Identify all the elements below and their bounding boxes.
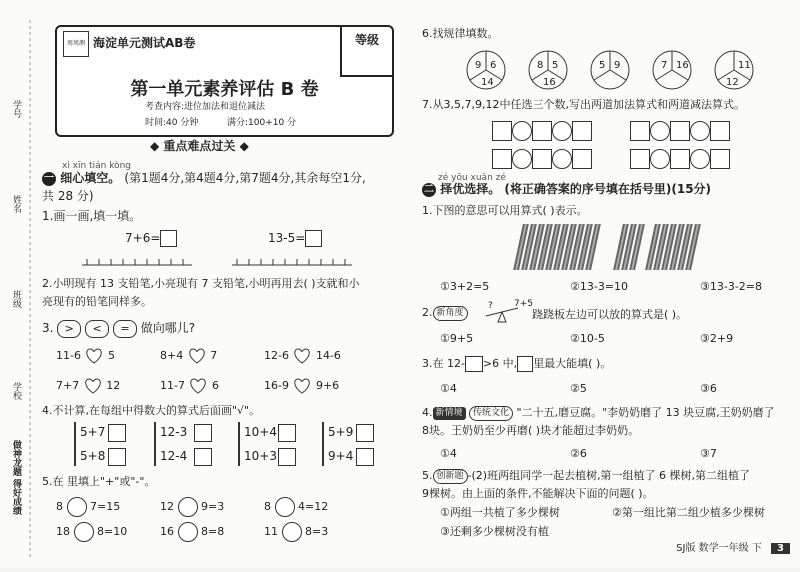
q5-item bbox=[264, 497, 328, 517]
s2q2-option-1[interactable]: ①9+5 bbox=[440, 332, 474, 345]
group-bracket bbox=[322, 422, 324, 466]
q7-box[interactable] bbox=[492, 149, 512, 169]
q7-box[interactable] bbox=[572, 121, 592, 141]
banner-diamond-icon: ◆ bbox=[235, 139, 249, 153]
number-wheel[interactable] bbox=[529, 51, 567, 89]
tag-new-angle: 新角度 bbox=[433, 306, 468, 321]
q7-op-circle[interactable] bbox=[690, 149, 710, 169]
q4-group-1 bbox=[74, 422, 166, 466]
q4-check-box[interactable] bbox=[108, 424, 126, 442]
q7-op-circle[interactable] bbox=[650, 121, 670, 141]
q5-text: 5.在 里填上"+"或"-"。 bbox=[42, 475, 156, 488]
side-binding bbox=[0, 0, 34, 568]
q3-right: 12 bbox=[106, 379, 121, 392]
s2q5-line2: 9棵树。由上面的条件,不能解决下面的问题( )。 bbox=[422, 487, 654, 500]
header-card bbox=[55, 25, 394, 137]
q5-item bbox=[56, 497, 120, 517]
q3-right: 14-6 bbox=[315, 349, 341, 362]
q3-item bbox=[56, 378, 120, 394]
q4-check-box[interactable] bbox=[194, 448, 212, 466]
q1-expr1 bbox=[125, 230, 177, 247]
s2q5-line1: 5. 创新题 -(2)班两组同学一起去植树,第一组植了 6 棵树,第二组植了 bbox=[422, 469, 751, 482]
heart-answer-icon[interactable] bbox=[292, 378, 312, 394]
tag-new-scenario: 新情境 bbox=[433, 407, 466, 420]
s2q4-line1: 4. 新情境 传统文化 "二十五,磨豆腐。"李奶奶磨了 13 块豆腐,王奶奶磨了 bbox=[422, 406, 775, 419]
q1-expr2 bbox=[268, 230, 322, 247]
s2q3-option-3[interactable]: ③6 bbox=[700, 382, 717, 395]
page-title: 第一单元素养评估 B 卷 bbox=[130, 79, 319, 100]
s2q1-option-1[interactable]: ①3+2=5 bbox=[440, 280, 490, 293]
left-page bbox=[0, 0, 400, 568]
q7-box[interactable] bbox=[532, 121, 552, 141]
side-label-class: 班级 bbox=[11, 290, 21, 308]
section-banner-text: 重点难点过关 bbox=[163, 139, 236, 153]
q4-group-2 bbox=[154, 422, 246, 466]
q5-left: 8 bbox=[264, 500, 271, 513]
q5-operator-circle[interactable] bbox=[67, 497, 87, 517]
q1-expr2-text: 13-5= bbox=[268, 231, 306, 245]
s2q1-option-3[interactable]: ③13-3-2=8 bbox=[700, 280, 763, 293]
s2q1-option-2[interactable]: ②13-3=10 bbox=[570, 280, 629, 293]
footer-edition: SJ版 bbox=[676, 543, 696, 554]
q5-right: 9=3 bbox=[201, 500, 225, 513]
q3-item bbox=[264, 348, 341, 364]
s2q4-option-2[interactable]: ②6 bbox=[570, 447, 587, 460]
q5-right: 8=10 bbox=[97, 525, 128, 538]
q4-expr: 5+9 bbox=[328, 425, 354, 439]
s2q3-text-part3: 里最大能填( )。 bbox=[533, 357, 612, 370]
banner-diamond-icon: ◆ bbox=[150, 139, 164, 153]
q4-text: 4.不计算,在每组中得数大的算式后面画"√"。 bbox=[42, 404, 261, 417]
wheel-number: 16 bbox=[676, 60, 689, 71]
q7-equation-4 bbox=[630, 148, 730, 169]
q4-check-box[interactable] bbox=[278, 424, 296, 442]
section-banner bbox=[150, 138, 249, 154]
q7-op-circle[interactable] bbox=[552, 121, 572, 141]
q4-expr: 12-4 bbox=[160, 449, 188, 463]
q7-op-circle[interactable] bbox=[650, 149, 670, 169]
group-bracket bbox=[74, 422, 76, 466]
q4-expr: 5+8 bbox=[80, 449, 106, 463]
number-wheel[interactable] bbox=[591, 51, 629, 89]
s2q2-row: 2. 新角度 bbox=[422, 305, 468, 321]
q7-equation-3 bbox=[492, 148, 592, 169]
section2-title: 择优选择。 bbox=[440, 182, 501, 196]
q5-left: 18 bbox=[56, 525, 70, 538]
q3-right: 9+6 bbox=[315, 379, 340, 392]
q7-box[interactable] bbox=[710, 149, 730, 169]
section1-title: 细心填空。 bbox=[60, 171, 121, 185]
q1-answer-box-2[interactable] bbox=[305, 230, 322, 247]
page-footer bbox=[676, 539, 790, 554]
wheel-number: 5 bbox=[599, 60, 606, 71]
sign-eq-bubble: = bbox=[113, 320, 137, 338]
q3-left: 16-9 bbox=[264, 379, 289, 392]
heart-answer-icon[interactable] bbox=[292, 348, 312, 364]
q7-box[interactable] bbox=[710, 121, 730, 141]
page-number: 3 bbox=[771, 543, 790, 554]
q4-check-box[interactable] bbox=[194, 424, 212, 442]
section1-heading bbox=[42, 170, 366, 186]
q4-check-box[interactable] bbox=[278, 448, 296, 466]
s2q4-option-1[interactable]: ①4 bbox=[440, 447, 457, 460]
q7-box[interactable] bbox=[630, 149, 650, 169]
wheel-number: 5 bbox=[552, 60, 559, 71]
s2q5-line1-text: -(2)班两组同学一起去植树,第一组植了 6 棵树,第二组植了 bbox=[467, 469, 751, 482]
number-line-2 bbox=[232, 255, 352, 269]
s2q3-text-part2: >6 中, bbox=[482, 357, 518, 370]
q5-left: 8 bbox=[56, 500, 63, 513]
q3-left: 7+7 bbox=[56, 379, 80, 392]
heart-answer-icon[interactable] bbox=[83, 378, 103, 394]
q3-item bbox=[160, 378, 219, 394]
q7-box[interactable] bbox=[630, 121, 650, 141]
s2q3-box-ref bbox=[517, 356, 533, 372]
pencil-bundle-1 bbox=[518, 224, 598, 274]
q4-check-box[interactable] bbox=[356, 424, 374, 442]
q7-box[interactable] bbox=[572, 149, 592, 169]
q7-op-circle[interactable] bbox=[552, 149, 572, 169]
q1-text: 1.画一画,填一填。 bbox=[42, 209, 142, 223]
s2q3-option-1[interactable]: ①4 bbox=[440, 382, 457, 395]
q3-left: 8+4 bbox=[160, 349, 184, 362]
sign-lt-bubble: < bbox=[85, 320, 109, 338]
q5-right: 7=15 bbox=[90, 500, 121, 513]
brand-title: 海淀单元测试AB卷 bbox=[93, 36, 196, 50]
group-bracket bbox=[154, 422, 156, 466]
q5-item bbox=[56, 522, 127, 542]
q2-line1: 2.小明现有 13 支铅笔,小亮现有 7 支铅笔,小明再用去( )支就和小 bbox=[42, 277, 360, 290]
q3-right: 7 bbox=[210, 349, 218, 362]
q4-expr: 9+4 bbox=[328, 449, 354, 463]
s2q5-option-3[interactable]: ③还剩多少棵树没有植 bbox=[440, 525, 549, 538]
section1-badge: 一 bbox=[44, 172, 54, 184]
footer-term: 下 bbox=[751, 543, 762, 554]
side-label-school: 学校 bbox=[11, 382, 21, 400]
q3-text: 做向哪儿? bbox=[140, 321, 196, 335]
grade-label: 等级 bbox=[354, 33, 379, 47]
q4-expr: 10+4 bbox=[244, 425, 277, 439]
topics-line: 考查内容:进位加法和退位减法 bbox=[145, 102, 266, 112]
s2q3-option-2[interactable]: ②5 bbox=[570, 382, 587, 395]
q3-right: 5 bbox=[107, 349, 115, 362]
s2q4-line2: 8块。王奶奶至少再磨( )块才能超过李奶奶。 bbox=[422, 424, 640, 437]
section2-heading bbox=[422, 181, 711, 197]
q7-box[interactable] bbox=[670, 121, 690, 141]
q5-operator-circle[interactable] bbox=[74, 522, 94, 542]
q3-header bbox=[42, 320, 195, 338]
q5-left: 16 bbox=[160, 525, 174, 538]
s2q2-option-2[interactable]: ②10-5 bbox=[570, 332, 605, 345]
s2q2-text: 跷跷板左边可以放的算式是( )。 bbox=[532, 308, 688, 321]
q7-box[interactable] bbox=[492, 121, 512, 141]
q3-left: 11-7 bbox=[160, 379, 185, 392]
s2q2-option-3[interactable]: ③2+9 bbox=[700, 332, 734, 345]
wheel-number: 7 bbox=[661, 60, 668, 71]
q4-group-3 bbox=[238, 422, 330, 466]
pencil-bundle-2 bbox=[650, 224, 698, 274]
q5-right: 4=12 bbox=[298, 500, 329, 513]
q3-item bbox=[264, 378, 339, 394]
q2-line2: 亮现有的铅笔同样多。 bbox=[42, 295, 152, 308]
q4-expr: 5+7 bbox=[80, 425, 106, 439]
q7-box[interactable] bbox=[532, 149, 552, 169]
number-wheel[interactable] bbox=[715, 51, 753, 89]
group-bracket bbox=[238, 422, 240, 466]
q3-left: 11-6 bbox=[56, 349, 81, 362]
q4-check-box[interactable] bbox=[108, 448, 126, 466]
q5-right: 8=3 bbox=[305, 525, 329, 538]
q5-operator-circle[interactable] bbox=[275, 497, 295, 517]
heart-answer-icon[interactable] bbox=[84, 348, 104, 364]
heart-answer-icon[interactable] bbox=[188, 378, 208, 394]
q3-item bbox=[56, 348, 115, 364]
wheel-number: 12 bbox=[726, 77, 739, 88]
q7-text: 7.从3,5,7,9,12中任选三个数,写出两道加法算式和两道减法算式。 bbox=[422, 98, 745, 111]
q7-op-circle[interactable] bbox=[690, 121, 710, 141]
s2q3-text bbox=[422, 356, 611, 372]
heart-answer-icon[interactable] bbox=[187, 348, 207, 364]
wheel-number: 6 bbox=[490, 60, 497, 71]
wheel-number: 16 bbox=[543, 77, 556, 88]
q1-expr1-text: 7+6= bbox=[125, 231, 161, 245]
q7-op-circle[interactable] bbox=[512, 121, 532, 141]
score-line: 满分:100+10 分 bbox=[227, 118, 297, 128]
q5-operator-circle[interactable] bbox=[178, 522, 198, 542]
q5-operator-circle[interactable] bbox=[178, 497, 198, 517]
q4-check-box[interactable] bbox=[356, 448, 374, 466]
svg-text:?: ? bbox=[488, 301, 493, 311]
number-line-1 bbox=[82, 255, 192, 269]
section1-note: (第1题4分,第4题4分,第7题4分,其余每空1分, bbox=[124, 171, 366, 185]
pencil-loose bbox=[618, 224, 642, 274]
q3-item bbox=[160, 348, 217, 364]
wheel-number: 9 bbox=[614, 60, 621, 71]
q6-text: 6.找规律填数。 bbox=[422, 27, 499, 40]
section1-pinyin: xì xīn tián kòng bbox=[62, 161, 132, 171]
s2q4-option-3[interactable]: ③7 bbox=[700, 447, 717, 460]
s2q5-option-1[interactable]: ①两组一共植了多少棵树 bbox=[440, 506, 560, 519]
number-wheel[interactable] bbox=[467, 51, 505, 89]
section2-badge: 二 bbox=[424, 183, 434, 195]
wheel-number: 11 bbox=[738, 60, 751, 71]
q3-left: 12-6 bbox=[264, 349, 289, 362]
q5-item bbox=[160, 497, 224, 517]
q7-equation-2 bbox=[630, 120, 730, 141]
wheel-number: 8 bbox=[537, 60, 544, 71]
q4-expr: 12-3 bbox=[160, 425, 188, 439]
s2q3-text-part1: 3.在 12- bbox=[422, 357, 465, 370]
q7-op-circle[interactable] bbox=[512, 149, 532, 169]
q5-item bbox=[160, 522, 224, 542]
q3-right: 6 bbox=[211, 379, 219, 392]
tag-traditional-culture: 传统文化 bbox=[469, 406, 513, 421]
q5-item bbox=[264, 522, 328, 542]
q6-wheels bbox=[466, 50, 786, 94]
tag-innovation: 创新题 bbox=[433, 469, 468, 484]
publisher-logo: 周周测 bbox=[63, 31, 89, 57]
number-wheel[interactable] bbox=[653, 51, 691, 89]
q3-label: 3. bbox=[42, 321, 54, 335]
q1-answer-box-1[interactable] bbox=[160, 230, 177, 247]
q7-box[interactable] bbox=[670, 149, 690, 169]
footer-subject: 数学一年级 bbox=[698, 543, 749, 554]
q5-left: 11 bbox=[264, 525, 278, 538]
sign-gt-bubble: > bbox=[57, 320, 81, 338]
right-page bbox=[400, 0, 800, 568]
q5-right: 8=8 bbox=[201, 525, 225, 538]
s2q3-box[interactable] bbox=[465, 356, 483, 372]
section1-note-cont: 共 28 分) bbox=[42, 189, 94, 203]
q7-equation-1 bbox=[492, 120, 592, 141]
s2q5-option-2[interactable]: ②第一组比第二组少植多少棵树 bbox=[612, 506, 765, 519]
s2q1-text: 1.下图的意思可以用算式( )表示。 bbox=[422, 204, 588, 217]
side-motto: 做神龙题 得好成绩 bbox=[11, 440, 21, 516]
wheel-number: 9 bbox=[475, 60, 482, 71]
time-line: 时间:40 分钟 bbox=[145, 118, 199, 128]
wheel-number: 14 bbox=[481, 77, 494, 88]
section2-pinyin: zé yōu xuǎn zé bbox=[438, 173, 506, 183]
side-label-id: 学号 bbox=[11, 100, 21, 118]
seesaw-expr: 7+5 bbox=[514, 299, 533, 309]
side-label-name: 姓名 bbox=[11, 195, 21, 213]
section2-note: (将正确答案的序号填在括号里)(15分) bbox=[504, 182, 712, 196]
q5-left: 12 bbox=[160, 500, 174, 513]
q5-operator-circle[interactable] bbox=[282, 522, 302, 542]
grade-box[interactable] bbox=[340, 27, 392, 77]
q4-expr: 10+3 bbox=[244, 449, 277, 463]
s2q4-line1-text: "二十五,磨豆腐。"李奶奶磨了 13 块豆腐,王奶奶磨了 bbox=[516, 406, 775, 419]
